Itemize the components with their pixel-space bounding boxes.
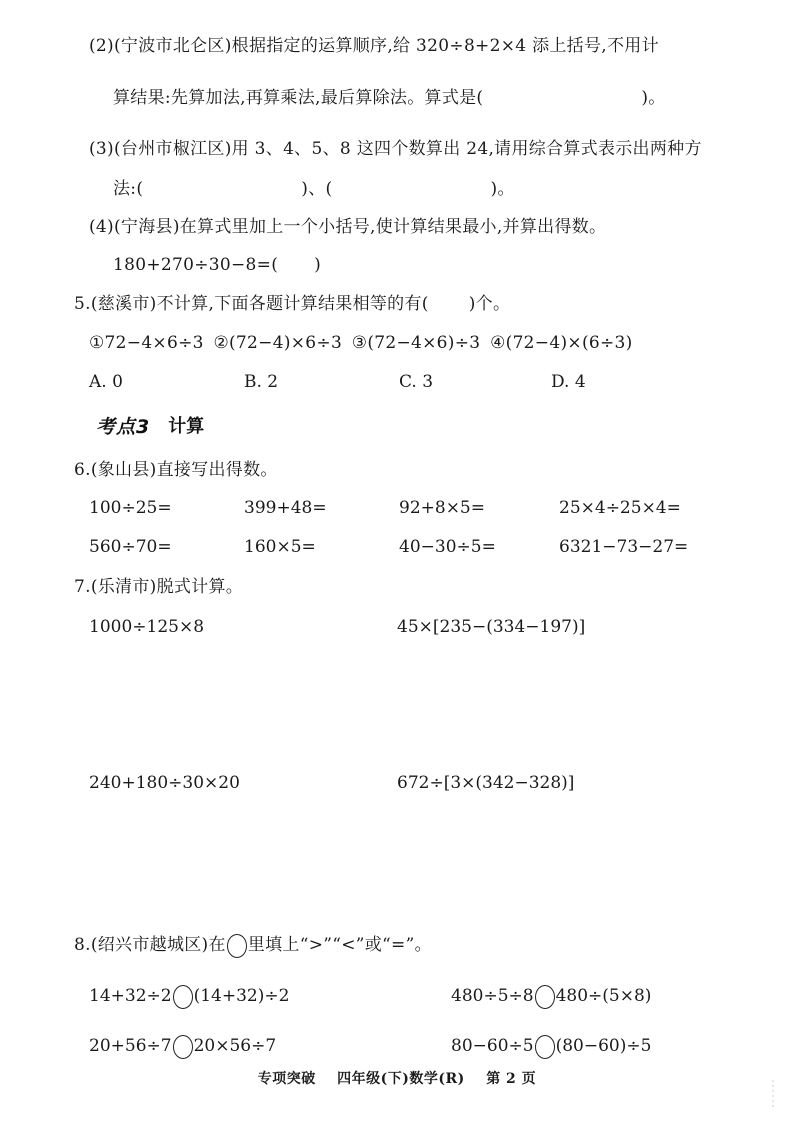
- q6-item: 399+48=: [244, 498, 327, 518]
- q8-stem-end: 里填上“>”“<”或“=”。: [247, 935, 432, 955]
- q5-choice-c[interactable]: C. 3: [399, 372, 434, 392]
- q5-choices: [89, 370, 706, 394]
- q7-item: 672÷[3×(342−328)]: [397, 773, 575, 793]
- q7-item: 240+180÷30×20: [89, 773, 240, 793]
- q6-item: 92+8×5=: [399, 498, 485, 518]
- compare-circle[interactable]: [173, 985, 193, 1009]
- q4-4-expression: [113, 253, 321, 277]
- section-tag: 考点3: [96, 415, 151, 438]
- q8-left-expr: 14+32÷2: [89, 986, 172, 1006]
- q6-item: 25×4÷25×4=: [559, 498, 681, 518]
- q8-right-expr: (80−60)÷5: [555, 1036, 652, 1056]
- q4-2-line2-text: 算结果:先算加法,再算乘法,最后算除法。算式是(: [113, 88, 484, 108]
- q6-item: 100÷25=: [89, 498, 172, 518]
- page-footer: [0, 1068, 794, 1088]
- q8-item: [89, 1034, 451, 1059]
- q8-item: [451, 1034, 651, 1059]
- q8-stem: [74, 933, 432, 958]
- section-header: [96, 410, 204, 440]
- footer-grade: 四年级(下)数学(R): [337, 1071, 465, 1087]
- compare-circle[interactable]: [173, 1035, 193, 1059]
- q8-left-expr: 20+56÷7: [89, 1036, 172, 1056]
- q7-row-1: [89, 615, 749, 639]
- q5-stem-end: )个。: [468, 294, 511, 314]
- q5-items: ①72−4×6÷3 ②(72−4)×6÷3 ③(72−4×6)÷3 ④(72−4)×(6÷3): [89, 333, 633, 353]
- q8-left-expr: 80−60÷5: [451, 1036, 534, 1056]
- q7-row-2: [89, 771, 749, 795]
- q6-item: 160×5=: [244, 537, 316, 557]
- footer-page-number: 第 2 页: [486, 1071, 537, 1087]
- footer-series: 专项突破: [257, 1071, 316, 1087]
- q5-choice-a[interactable]: A. 0: [89, 372, 123, 392]
- q8-item: [451, 984, 651, 1009]
- q8-right-expr: (14+32)÷2: [193, 986, 290, 1006]
- q5-choice-b[interactable]: B. 2: [244, 372, 279, 392]
- compare-circle[interactable]: [535, 1035, 555, 1059]
- scan-speckle: [772, 1080, 774, 1110]
- q8-right-expr: 480÷(5×8): [555, 986, 652, 1006]
- q6-row-1: [89, 496, 729, 520]
- q6-item: 560÷70=: [89, 537, 172, 557]
- q4-3-line2-mid: )、(: [301, 179, 333, 199]
- circle-icon: [227, 934, 247, 958]
- q4-2-line2: [113, 86, 666, 110]
- q7-stem: 7.(乐清市)脱式计算。: [74, 577, 244, 597]
- q5-choice-d[interactable]: D. 4: [551, 372, 586, 392]
- q4-3-line1: (3)(台州市椒江区)用 3、4、5、8 这四个数算出 24,请用综合算式表示出两种方: [89, 139, 702, 159]
- q4-2-line1: (2)(宁波市北仑区)根据指定的运算顺序,给 320÷8+2×4 添上括号,不用计: [89, 36, 659, 56]
- q5-stem-start: 5.(慈溪市)不计算,下面各题计算结果相等的有(: [74, 294, 429, 314]
- q8-row-2: [89, 1034, 749, 1059]
- q8-row-1: [89, 984, 749, 1009]
- q4-3-line2: [113, 177, 515, 201]
- compare-circle[interactable]: [535, 985, 555, 1009]
- q8-item: [89, 984, 451, 1009]
- q5-stem: [74, 292, 510, 316]
- q7-item: 1000÷125×8: [89, 617, 205, 637]
- q4-3-line2-end: )。: [490, 179, 515, 199]
- q4-4-expr-end: ): [314, 255, 322, 275]
- q7-item: 45×[235−(334−197)]: [397, 617, 586, 637]
- q6-row-2: [89, 535, 729, 559]
- section-title: 计算: [168, 416, 205, 437]
- q4-4-expr-start: 180+270÷30−8=(: [113, 255, 279, 275]
- q8-stem-start: 8.(绍兴市越城区)在: [74, 935, 226, 955]
- q4-2-line2-end: )。: [641, 88, 666, 108]
- q6-item: 40−30÷5=: [399, 537, 496, 557]
- q8-right-expr: 20×56÷7: [193, 1036, 277, 1056]
- q4-3-line2-start: 法:(: [113, 179, 144, 199]
- q4-4-line1: (4)(宁海县)在算式里加上一个小括号,使计算结果最小,并算出得数。: [89, 217, 607, 237]
- q6-stem: 6.(象山县)直接写出得数。: [74, 460, 278, 480]
- q8-left-expr: 480÷5÷8: [451, 986, 534, 1006]
- q6-item: 6321−73−27=: [559, 537, 689, 557]
